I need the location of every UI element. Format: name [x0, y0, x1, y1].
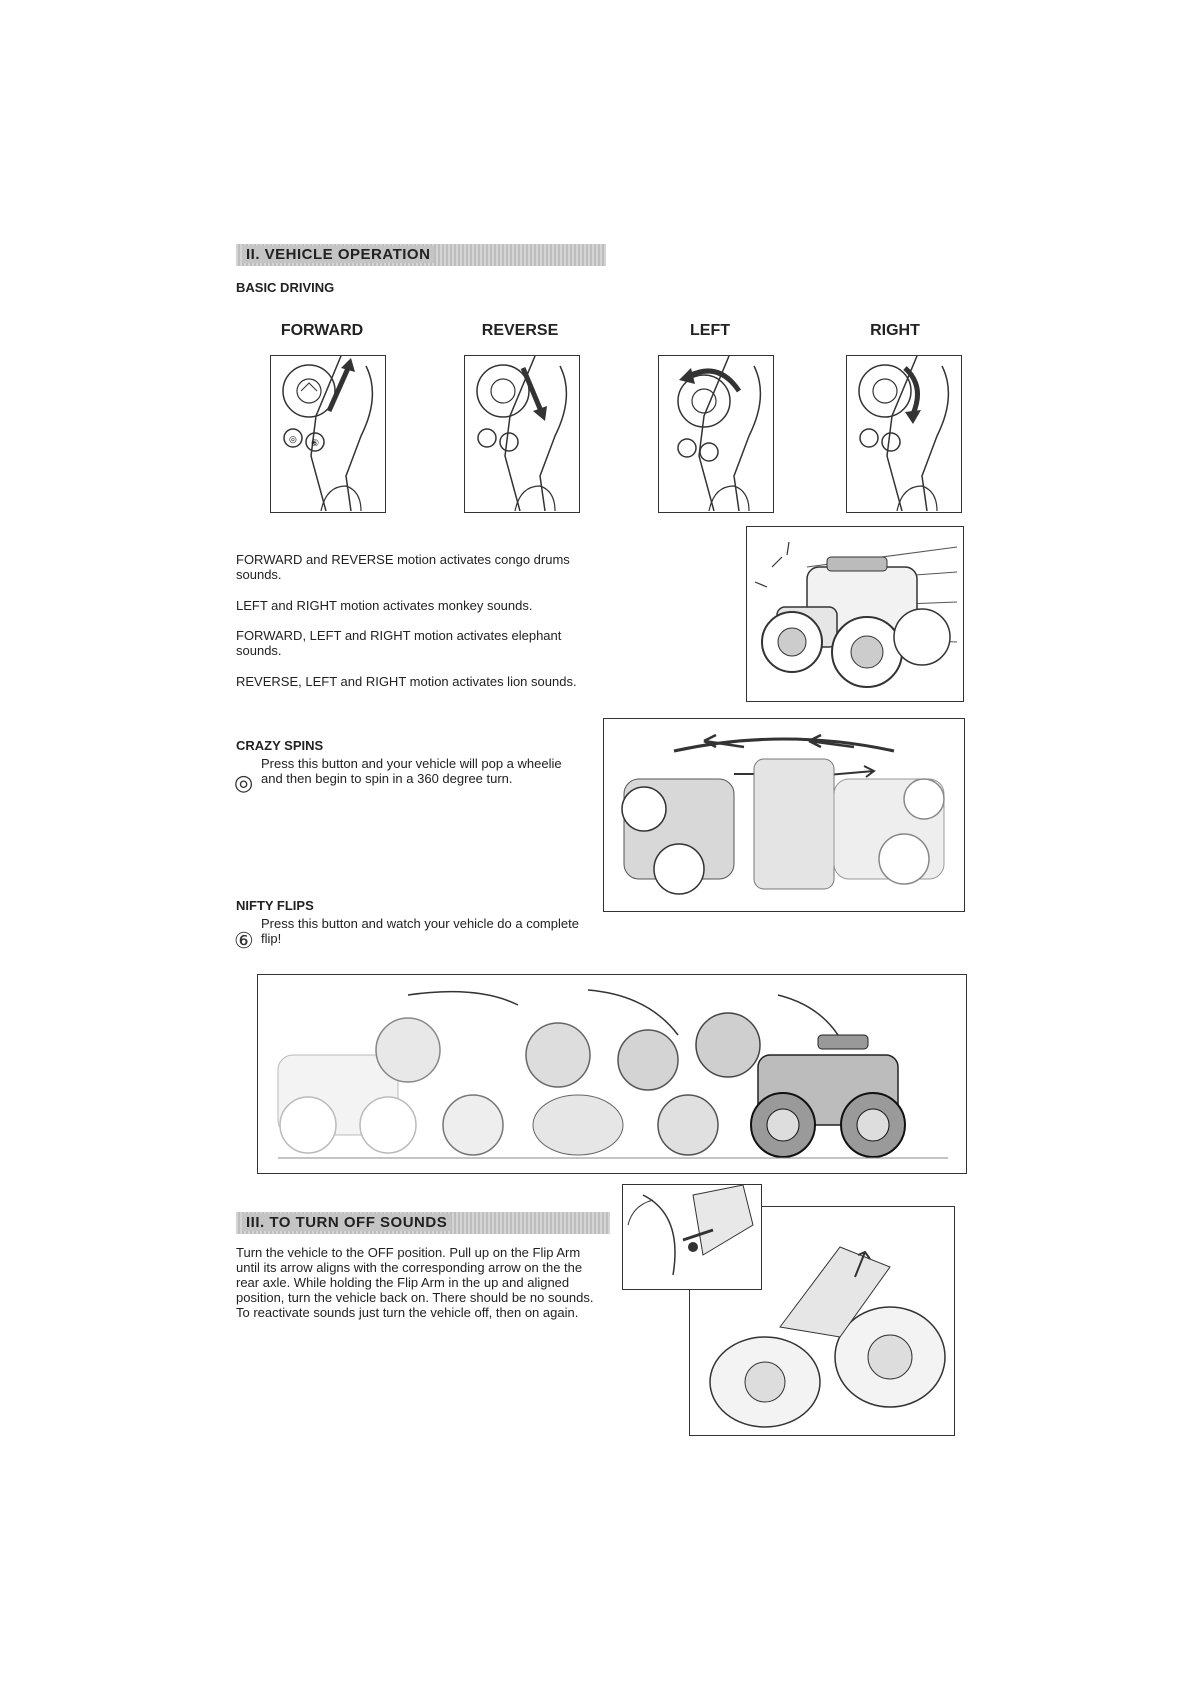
direction-label-left: LEFT	[690, 322, 730, 339]
direction-label-right: RIGHT	[870, 322, 920, 339]
sound-desc-left-right: LEFT and RIGHT motion activates monkey sounds.	[236, 598, 533, 613]
controller-forward-illustration	[270, 355, 386, 513]
crazy-spins-heading: CRAZY SPINS	[236, 738, 324, 753]
controller-reverse-illustration	[464, 355, 580, 513]
direction-label-reverse: REVERSE	[481, 322, 559, 339]
spin-button-icon: ◎	[234, 770, 254, 795]
svg-text:◎: ◎	[289, 434, 297, 444]
nifty-flips-heading: NIFTY FLIPS	[236, 898, 314, 913]
svg-text:⑥: ⑥	[311, 438, 320, 448]
nifty-flips-text: Press this button and watch your vehicle do a complete flip!	[261, 916, 579, 946]
crazy-spins-text: Press this button and your vehicle will pop a wheelie and then begin to spin in a 360 degree turn.	[261, 756, 562, 786]
nifty-flips-illustration	[257, 974, 967, 1174]
turn-off-sounds-text: Turn the vehicle to the OFF position. Pull up on the Flip Arm until its arrow aligns with the corresponding arrow on the the rear axle. While holding the Flip Arm in the up and aligned position, turn the vehicle back on. There should be no sounds. To reactivate sounds just turn the vehicle off, then on again.	[236, 1245, 594, 1320]
truck-illustration	[746, 526, 964, 702]
flip-arm-detail-illustration	[622, 1184, 762, 1290]
controller-right-illustration	[846, 355, 962, 513]
flip-button-icon: ⑥	[234, 928, 254, 953]
section-title-text: III. TO TURN OFF SOUNDS	[242, 1214, 451, 1231]
section-title-turn-off-sounds	[236, 1212, 610, 1234]
sound-desc-reverse-left-right: REVERSE, LEFT and RIGHT motion activates lion sounds.	[236, 674, 577, 689]
direction-label-forward: FORWARD	[280, 322, 364, 339]
crazy-spins-illustration	[603, 718, 965, 912]
sound-desc-forward-left-right: FORWARD, LEFT and RIGHT motion activates elephant sounds.	[236, 628, 562, 658]
basic-driving-heading: BASIC DRIVING	[236, 280, 335, 295]
section-title-text: II. VEHICLE OPERATION	[242, 246, 434, 263]
section-title-vehicle-operation	[236, 244, 606, 266]
sound-desc-forward-reverse: FORWARD and REVERSE motion activates congo drums sounds.	[236, 552, 570, 582]
controller-left-illustration	[658, 355, 774, 513]
